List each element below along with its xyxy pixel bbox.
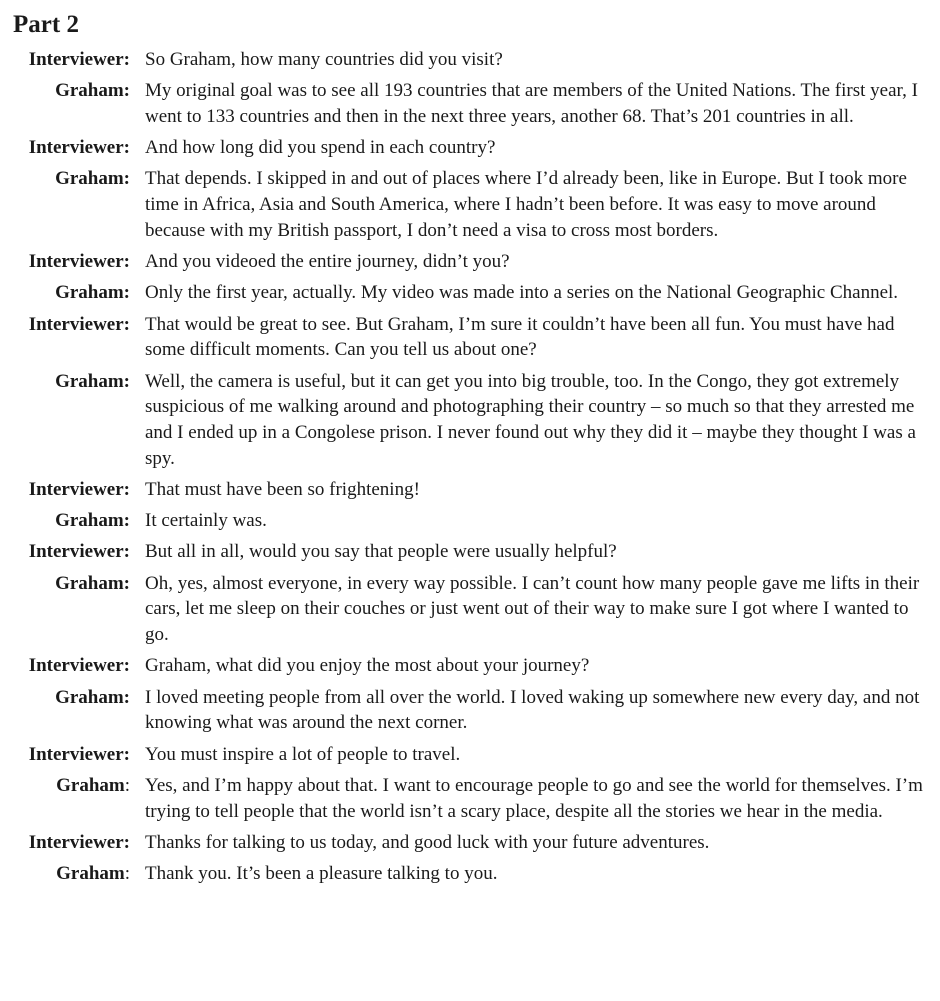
dialogue-turn	[0, 166, 940, 243]
speaker-name: Interviewer	[28, 313, 124, 335]
speaker-name: Graham	[55, 510, 124, 532]
speech-text: Graham, what did you enjoy the most about your journey?	[145, 655, 590, 677]
dialogue-turn	[0, 47, 940, 73]
speaker-name: Interviewer	[28, 743, 124, 765]
speaker-name: Interviewer	[28, 137, 124, 159]
dialogue-turn	[0, 653, 940, 679]
speaker-label	[0, 861, 130, 887]
speech-text: That must have been so frightening!	[145, 479, 420, 501]
speech-text: That would be great to see. But Graham, I’m sure it couldn’t have been all fun. You must have had some difficult moments. Can you tell us about one?	[145, 313, 895, 361]
speaker-name: Interviewer	[28, 49, 124, 70]
dialogue-turn	[0, 773, 940, 825]
speaker-label	[0, 830, 130, 856]
speaker-name: Graham	[55, 572, 124, 594]
dialogue-turn	[0, 539, 940, 565]
speaker-label	[0, 508, 130, 534]
speech-text: Well, the camera is useful, but it can get you into big trouble, too. In the Congo, they got extremely suspicious of me walking around and photographing their country – so much so that they arrested me and I ended up in a Congolese prison. I never found out why they did it – maybe they thought I was a spy.	[145, 370, 916, 469]
speaker-label	[0, 539, 130, 565]
speaker-label	[0, 369, 130, 395]
speaker-name: Interviewer	[28, 655, 124, 677]
speech-text: I loved meeting people from all over the world. I loved waking up somewhere new every day, and not knowing what was around the next corner.	[145, 686, 920, 734]
speaker-label	[0, 653, 130, 679]
speaker-name: Graham	[56, 774, 125, 796]
speaker-colon: :	[123, 137, 130, 159]
speech-text: Oh, yes, almost everyone, in every way possible. I can’t count how many people gave me lifts in their cars, let me sleep on their couches or just went out of their way to make sure I got where I wanted to go.	[145, 572, 920, 646]
speaker-colon: :	[123, 831, 130, 853]
speaker-colon: :	[123, 80, 130, 102]
dialogue-turn	[0, 508, 940, 534]
dialogue-turn	[0, 571, 940, 648]
speaker-name: Graham	[55, 168, 124, 190]
speech-text: You must inspire a lot of people to travel.	[145, 743, 461, 765]
speaker-colon: :	[123, 572, 130, 594]
speaker-name: Graham	[55, 370, 124, 392]
speech-text: So Graham, how many countries did you visit?	[145, 49, 503, 70]
speech-text: And how long did you spend in each country?	[145, 137, 496, 159]
speaker-label	[0, 685, 130, 711]
speaker-colon: :	[123, 282, 130, 304]
speaker-colon: :	[123, 251, 130, 273]
speaker-label	[0, 773, 130, 799]
speaker-label	[0, 280, 130, 306]
speech-text: Yes, and I’m happy about that. I want to encourage people to go and see the world for themselves. I’m trying to tell people that the world isn’t a scary place, despite all the stories we hear in the media.	[145, 774, 923, 822]
speaker-label	[0, 166, 130, 192]
speaker-name: Graham	[55, 80, 124, 102]
speaker-name: Interviewer	[28, 541, 124, 563]
speech-text: Thank you. It’s been a pleasure talking to you.	[145, 862, 498, 884]
speaker-label	[0, 135, 130, 161]
speech-text: Thanks for talking to us today, and good luck with your future adventures.	[145, 831, 710, 853]
speaker-label	[0, 249, 130, 275]
speaker-name: Interviewer	[28, 831, 124, 853]
dialogue-turn	[0, 742, 940, 768]
speaker-colon: :	[123, 655, 130, 677]
dialogue-turn	[0, 312, 940, 364]
speaker-colon: :	[124, 774, 130, 796]
speech-text: Only the first year, actually. My video was made into a series on the National Geographic Channel.	[145, 282, 899, 304]
speaker-label	[0, 571, 130, 597]
section-heading: Part 2	[13, 11, 79, 38]
speech-text: But all in all, would you say that people were usually helpful?	[145, 541, 617, 563]
dialogue-turn	[0, 861, 940, 887]
dialogue-turn	[0, 830, 940, 856]
speaker-name: Graham	[56, 862, 125, 884]
speech-text: It certainly was.	[145, 510, 267, 532]
dialogue-turn	[0, 477, 940, 503]
dialogue-turn	[0, 135, 940, 161]
speech-text: My original goal was to see all 193 countries that are members of the United Nations. The first year, I went to 133 countries and then in the next three years, another 68. That’s 201 countries in all.	[145, 80, 918, 127]
speaker-colon: :	[123, 541, 130, 563]
speaker-label	[0, 47, 130, 73]
speaker-name: Interviewer	[28, 479, 124, 501]
speech-text: And you videoed the entire journey, didn’t you?	[145, 251, 510, 273]
dialogue-turn	[0, 249, 940, 275]
speaker-label	[0, 742, 130, 768]
speaker-label	[0, 477, 130, 503]
speaker-colon: :	[123, 743, 130, 765]
dialogue-list	[0, 47, 940, 892]
speaker-name: Graham	[55, 686, 124, 708]
speaker-colon: :	[123, 49, 130, 70]
dialogue-turn	[0, 78, 940, 130]
speech-text: That depends. I skipped in and out of places where I’d already been, like in Europe. But I took more time in Africa, Asia and South America, where I hadn’t been before. It was easy to move around because with my British passport, I don’t need a visa to cross most borders.	[145, 168, 907, 241]
dialogue-turn	[0, 369, 940, 472]
speaker-colon: :	[123, 313, 130, 335]
dialogue-turn	[0, 280, 940, 306]
speaker-colon: :	[123, 479, 130, 501]
speaker-colon: :	[123, 510, 130, 532]
speaker-name: Interviewer	[28, 251, 124, 273]
speaker-colon: :	[123, 686, 130, 708]
dialogue-turn	[0, 685, 940, 737]
speaker-label	[0, 78, 130, 104]
speaker-colon: :	[123, 168, 130, 190]
speaker-colon: :	[124, 862, 130, 884]
speaker-name: Graham	[55, 282, 124, 304]
speaker-label	[0, 312, 130, 338]
speaker-colon: :	[123, 370, 130, 392]
